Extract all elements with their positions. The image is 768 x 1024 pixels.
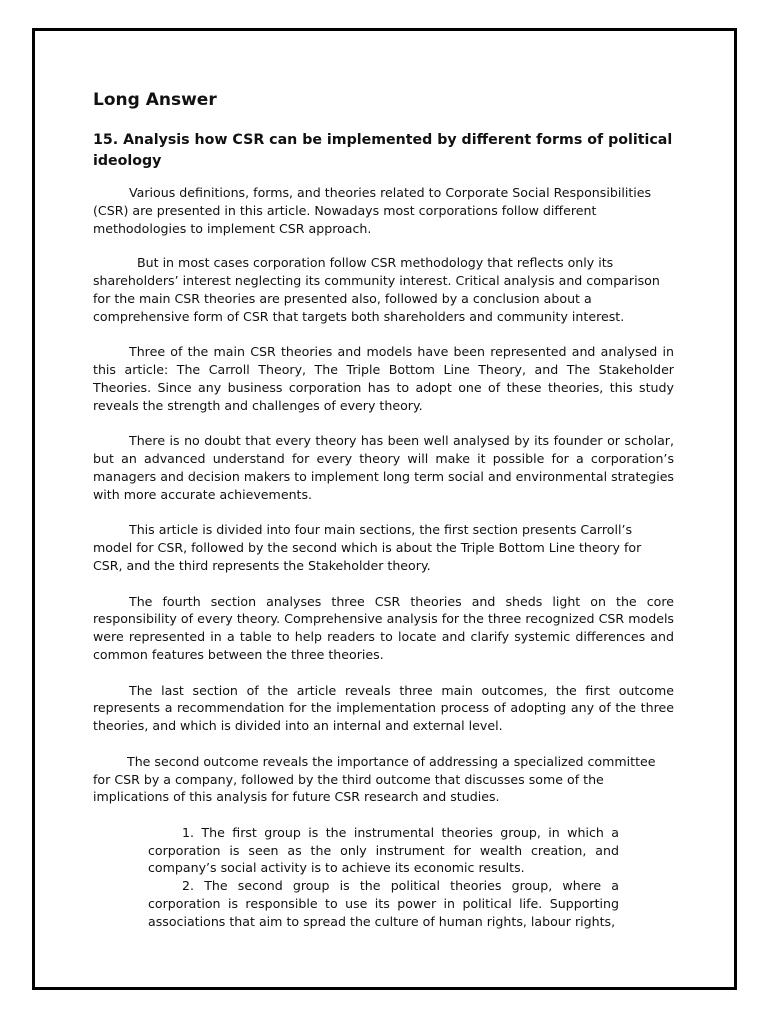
section-heading: Long Answer: [93, 90, 217, 110]
paragraph-1: Various definitions, forms, and theories related to Corporate Social Responsibilities (CSR) are presented in this article. Nowadays most corporations follow different methodologies to implement CSR approach.: [93, 185, 652, 236]
paragraph-2: But in most cases corporation follow CSR methodology that reflects only its shareholders’ interest neglecting its community interest. Critical analysis and comparison for the main CSR theories are presented also, followed by a conclusion about a comprehensive form of CSR that targets both shareholders and community interest.: [93, 255, 660, 324]
paragraph-3: Three of the main CSR theories and models have been represented and analysed in this article: The Carroll Theory, The Triple Bottom Line Theory, and The Stakeholder Theories. Since any business corporation has to adopt one of these theories, this study reveals the strength and challenges of every theory.: [93, 344, 674, 413]
paragraph-4: There is no doubt that every theory has been well analysed by its founder or scholar, but an advanced understand for every theory will make it possible for a corporation’s managers and decision makers to implement long term social and environmental strategies with more accurate achievements.: [93, 433, 674, 502]
theory-group-list: [148, 824, 619, 931]
list-item: 2. The second group is the political theories group, where a corporation is responsible to use its power in political life. Supporting associations that aim to spread the culture of human rights, labour rights,: [148, 878, 619, 929]
question-title: 15. Analysis how CSR can be implemented by different forms of political ideology: [93, 132, 673, 169]
paragraph-5: This article is divided into four main sections, the first section presents Carroll’s model for CSR, followed by the second which is about the Triple Bottom Line theory for CSR, and the third represents the Stakeholder theory.: [93, 522, 642, 573]
paragraph-8: The second outcome reveals the importance of addressing a specialized committee for CSR by a company, followed by the third outcome that discusses some of the implications of this analysis for future CSR research and studies.: [93, 753, 656, 805]
document-body: [93, 86, 674, 931]
paragraph-7: The last section of the article reveals three main outcomes, the first outcome represents a recommendation for the implementation process of adopting any of the three theories, and which is divided into an internal and external level.: [93, 682, 674, 734]
list-item: 1. The first group is the instrumental theories group, in which a corporation is seen as the only instrument for wealth creation, and company’s social activity is to achieve its economic results.: [148, 824, 619, 876]
paragraph-6: The fourth section analyses three CSR theories and sheds light on the core responsibility of every theory. Comprehensive analysis for the three recognized CSR models were represented in a table to help readers to locate and clarify systemic differences and common features between the three theories.: [93, 593, 674, 662]
